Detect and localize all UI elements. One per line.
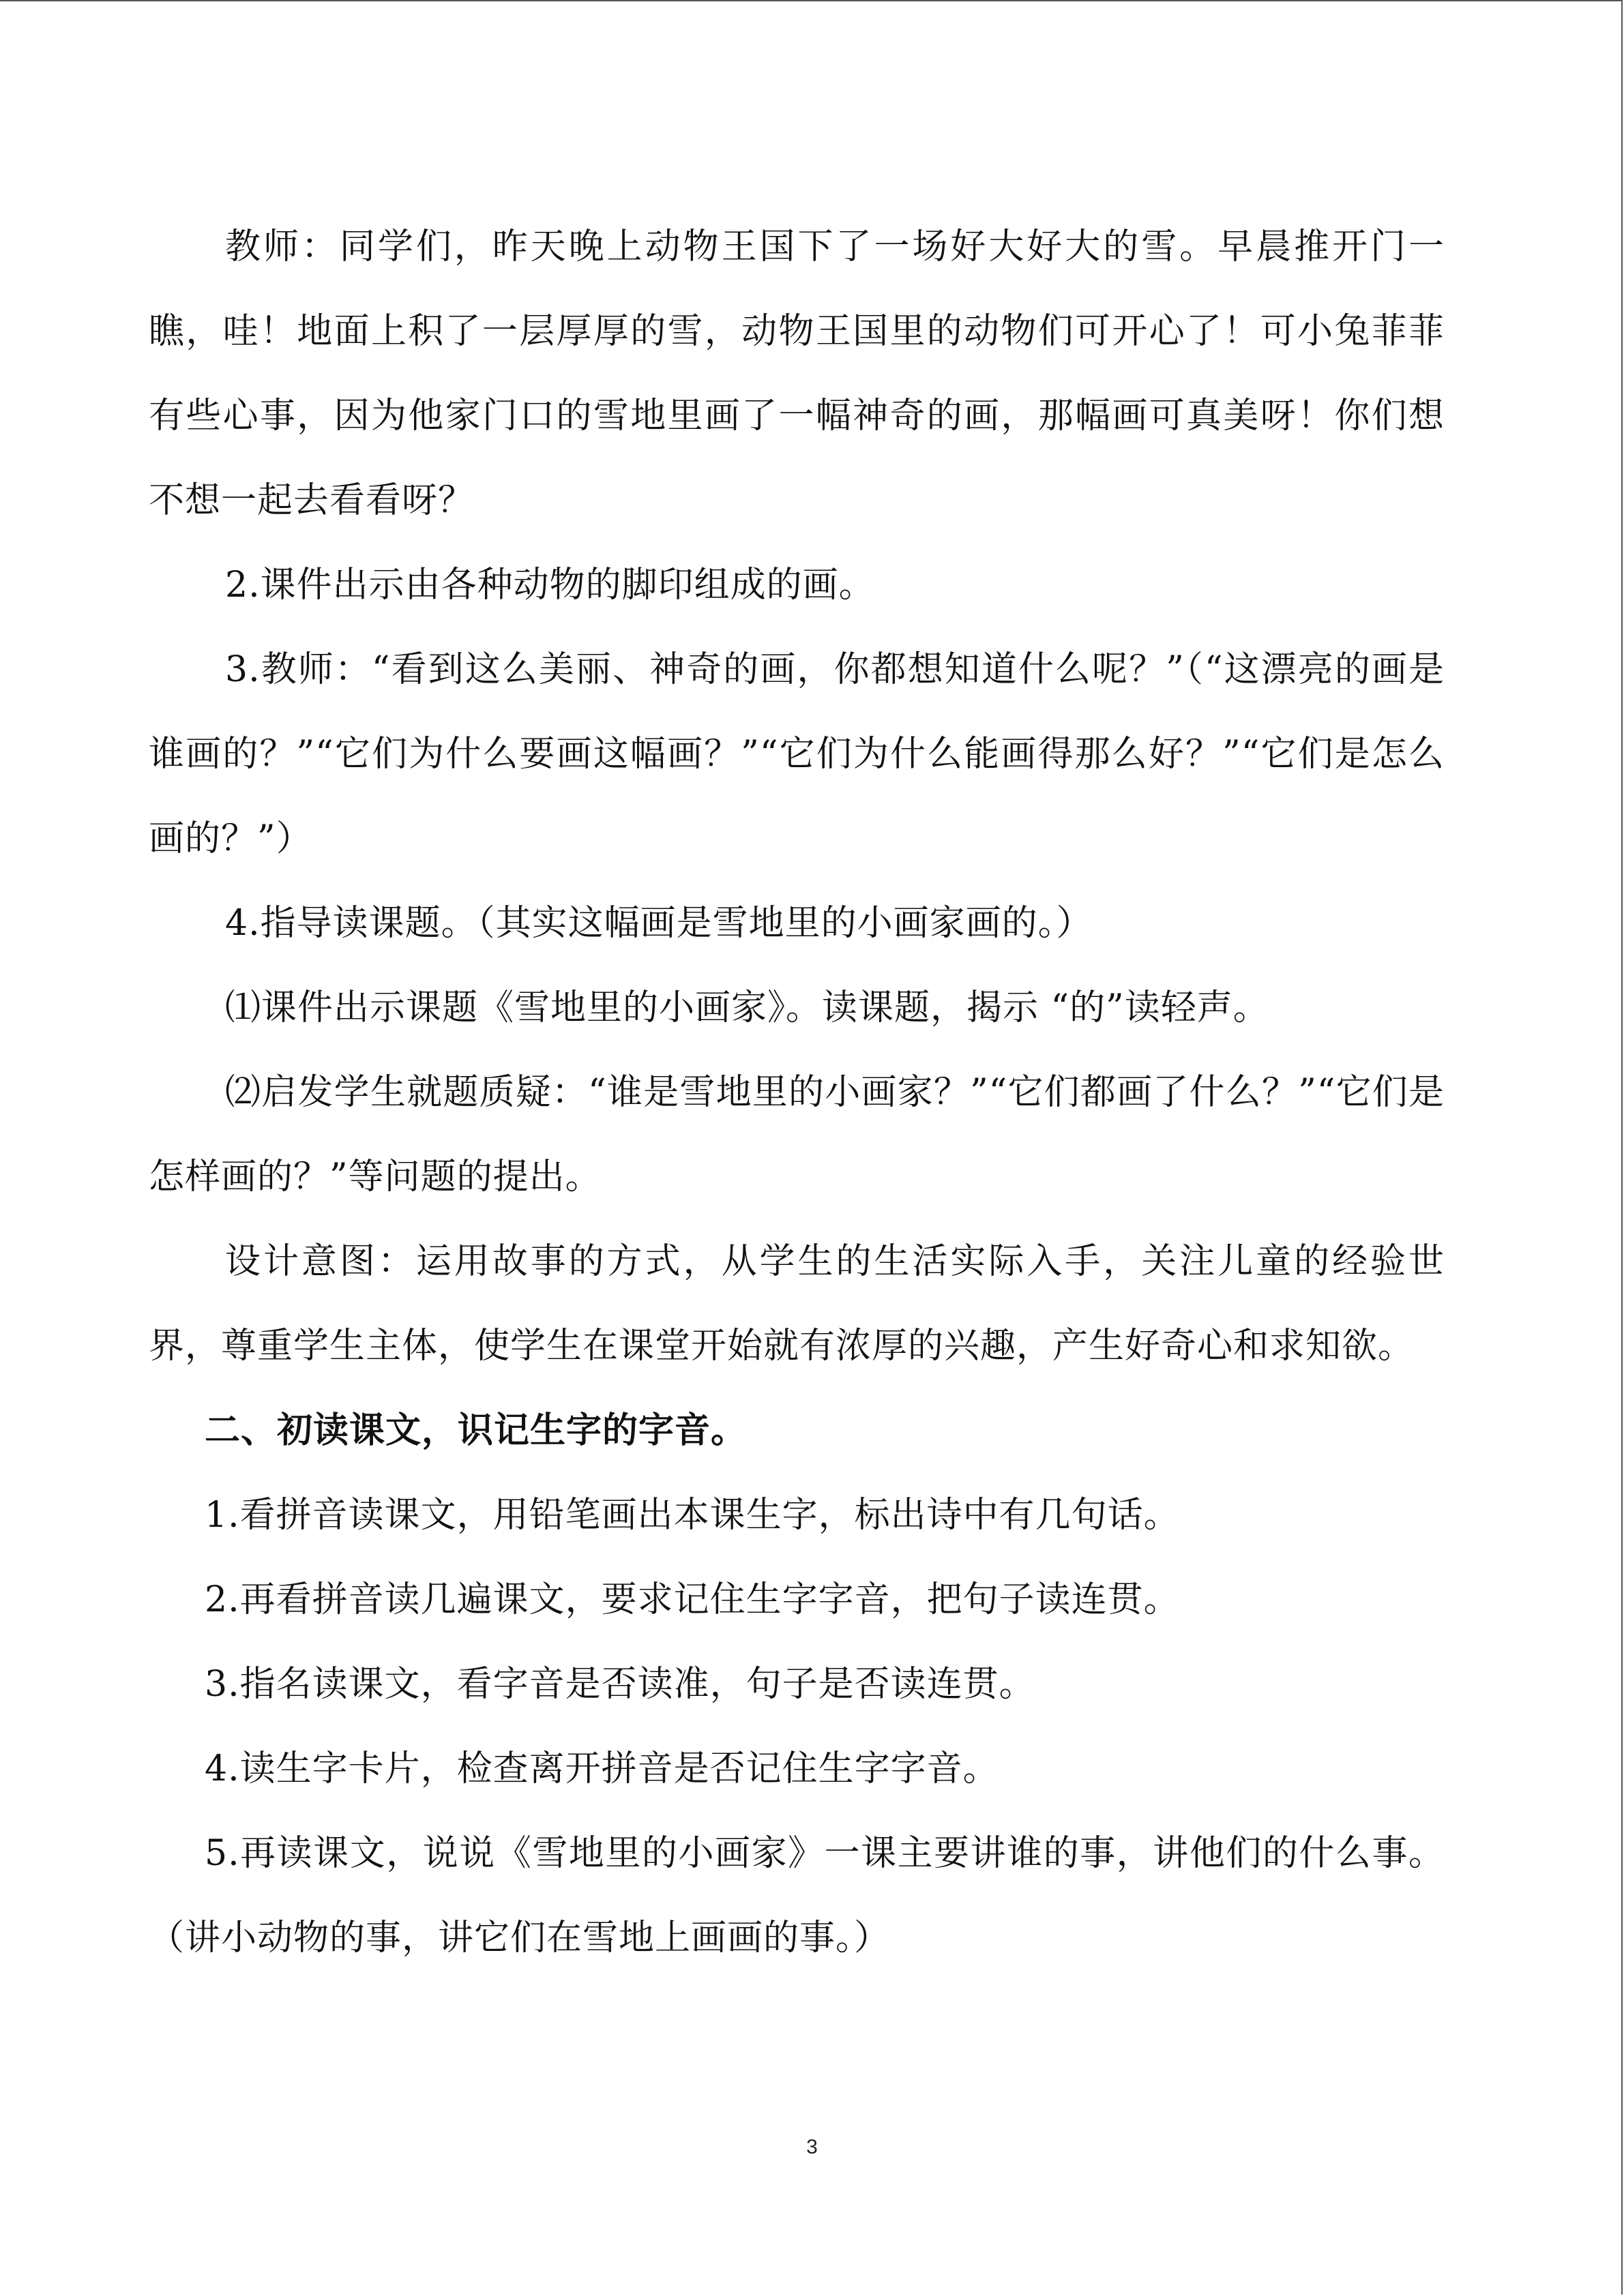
- paragraph-reading-3: 3.指名读课文，看字音是否读准，句子是否读连贯。: [205, 1664, 1035, 1705]
- paragraph-step-4: 4.指导读课题。（其实这幅画是雪地里的小画家画的。）: [225, 903, 1093, 944]
- paragraph-step-3: 3.教师：“看到这么美丽、神奇的画，你都想知道什么呢？”（“这漂亮的画是谁画的？”“它们为什么要画这幅画？”“它们为什么能画得那么好？”“它们是怎么画的？”）: [149, 649, 1445, 859]
- section-heading: 二、初读课文，识记生字的字音。: [205, 1410, 748, 1451]
- document-body: [149, 205, 1445, 1980]
- paragraph-step-2: 2.课件出示由各种动物的脚印组成的画。: [225, 565, 875, 606]
- paragraph-substep-1: ⑴课件出示课题《雪地里的小画家》。读课题，揭示 “的”读轻声。: [225, 987, 1269, 1028]
- paragraph-substep-2: ⑵启发学生就题质疑：“谁是雪地里的小画家？”“它们都画了什么？”“它们是怎样画的？”等问题的提出。: [149, 1072, 1445, 1197]
- paragraph-design-intent: 设计意图：运用故事的方式，从学生的生活实际入手，关注儿童的经验世界，尊重学生主体，使学生在课堂开始就有浓厚的兴趣，产生好奇心和求知欲。: [149, 1241, 1445, 1367]
- paragraph-teacher-intro: 教师：同学们，昨天晚上动物王国下了一场好大好大的雪。早晨推开门一瞧，哇！地面上积了一层厚厚的雪，动物王国里的动物们可开心了！可小兔菲菲有些心事，因为他家门口的雪地里画了一幅神奇的画，那幅画可真美呀！你们想不想一起去看看呀？: [149, 226, 1445, 521]
- paragraph-reading-4: 4.读生字卡片，检查离开拼音是否记住生字字音。: [205, 1748, 999, 1789]
- paragraph-reading-1: 1.看拼音读课文，用铅笔画出本课生字，标出诗中有几句话。: [205, 1495, 1180, 1536]
- paragraph-reading-5: 5.再读课文，说说《雪地里的小画家》一课主要讲谁的事，讲他们的什么事。（讲小动物的事，讲它们在雪地上画画的事。）: [149, 1833, 1445, 1958]
- page-number: 3: [806, 2136, 818, 2158]
- paragraph-reading-2: 2.再看拼音读几遍课文，要求记住生字字音，把句子读连贯。: [205, 1579, 1180, 1620]
